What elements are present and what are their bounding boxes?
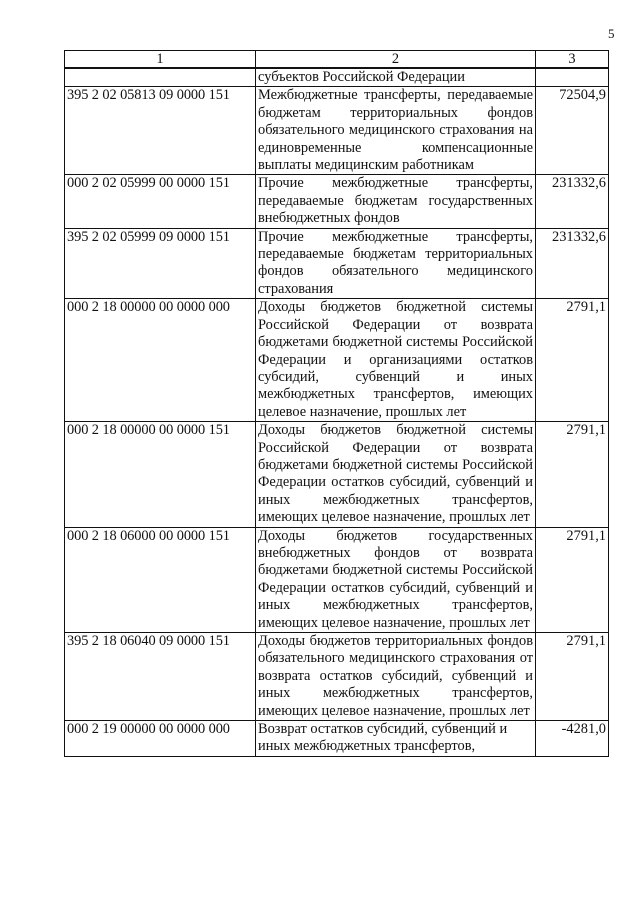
row-name: субъектов Российской Федерации bbox=[256, 68, 536, 87]
table-row bbox=[65, 87, 609, 175]
row-code: 000 2 18 00000 00 0000 151 bbox=[65, 422, 256, 527]
row-amount: 72504,9 bbox=[536, 87, 609, 175]
row-name: Доходы бюджетов бюджетной системы Российской Федерации от возврата бюджетами бюджетной системы Российской Федерации и организациями остатков субсидий, субвенций и иных межбюджетных трансфертов, имеющих целевое назначение, прошлых лет bbox=[256, 299, 536, 422]
row-name: Прочие межбюджетные трансферты, передаваемые бюджетам территориальных фондов обязательного медицинского страхования bbox=[256, 228, 536, 299]
row-amount: 2791,1 bbox=[536, 527, 609, 632]
table-row bbox=[65, 633, 609, 721]
table-row bbox=[65, 299, 609, 422]
row-name: Доходы бюджетов территориальных фондов обязательного медицинского страхования от возврата остатков субсидий, субвенций и иных межбюджетных трансфертов, имеющих целевое назначение, прошлых лет bbox=[256, 633, 536, 721]
row-name: Межбюджетные трансферты, передаваемые бюджетам территориальных фондов обязательного медицинского страхования на единовременные компенсационные выплаты медицинским работникам bbox=[256, 87, 536, 175]
row-name: Возврат остатков субсидий, субвенций и иных межбюджетных трансфертов, bbox=[256, 721, 536, 757]
row-code: 000 2 02 05999 00 0000 151 bbox=[65, 175, 256, 228]
row-amount: 2791,1 bbox=[536, 299, 609, 422]
column-header-code: 1 bbox=[65, 51, 256, 69]
table-row bbox=[65, 228, 609, 299]
row-name: Доходы бюджетов государственных внебюджетных фондов от возврата бюджетами бюджетной системы Российской Федерации остатков субсидий, субвенций и иных межбюджетных трансфертов, имеющих целевое назначение, прошлых лет bbox=[256, 527, 536, 632]
row-amount: -4281,0 bbox=[536, 721, 609, 757]
row-code: 395 2 02 05813 09 0000 151 bbox=[65, 87, 256, 175]
row-code: 000 2 18 06000 00 0000 151 bbox=[65, 527, 256, 632]
page-number: 5 bbox=[608, 26, 615, 41]
row-name: Доходы бюджетов бюджетной системы Российской Федерации от возврата бюджетами бюджетной системы Российской Федерации остатков субсидий, субвенций и иных межбюджетных трансфертов, имеющих целевое назначение, прошлых лет bbox=[256, 422, 536, 527]
table-row bbox=[65, 175, 609, 228]
row-code: 395 2 18 06040 09 0000 151 bbox=[65, 633, 256, 721]
row-code bbox=[65, 68, 256, 87]
column-header-name: 2 bbox=[256, 51, 536, 69]
table-row bbox=[65, 527, 609, 632]
row-code: 395 2 02 05999 09 0000 151 bbox=[65, 228, 256, 299]
row-code: 000 2 18 00000 00 0000 000 bbox=[65, 299, 256, 422]
row-amount: 231332,6 bbox=[536, 175, 609, 228]
row-amount: 2791,1 bbox=[536, 422, 609, 527]
column-header-amount: 3 bbox=[536, 51, 609, 69]
row-amount bbox=[536, 68, 609, 87]
table-row bbox=[65, 422, 609, 527]
row-amount: 231332,6 bbox=[536, 228, 609, 299]
row-amount: 2791,1 bbox=[536, 633, 609, 721]
row-name: Прочие межбюджетные трансферты, передаваемые бюджетам государственных внебюджетных фондов bbox=[256, 175, 536, 228]
table-header-row bbox=[65, 51, 609, 69]
row-code: 000 2 19 00000 00 0000 000 bbox=[65, 721, 256, 757]
table-row bbox=[65, 721, 609, 757]
table-row bbox=[65, 68, 609, 87]
budget-revenue-table bbox=[64, 50, 609, 757]
